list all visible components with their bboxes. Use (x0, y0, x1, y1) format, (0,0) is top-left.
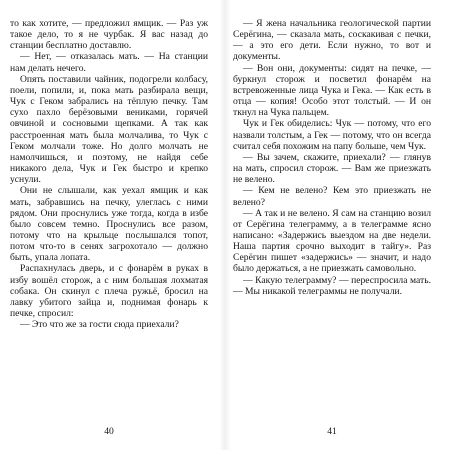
paragraph: — Я жена начальника геологической партии Серёгина, — сказала мать, соскакивая с печки, — а это его дети. Если нужно, то вот и документы. (233, 18, 431, 63)
paragraph: — А так и не велено. Я сам на станцию возил от Серёгина телеграмму, а в телеграмме ясно написано: «Задержись выездом на две недели. Наша партия срочно выходит в тайгу». Раз Серёгин пишет «задержись» — значит, и надо было держаться, а не приезжать самовольно. (233, 207, 431, 275)
paragraph: — Какую телеграмму? — переспросила мать. — Мы никакой телеграммы не получали. (233, 274, 431, 297)
paragraph: Чук и Гек обиделись: Чук — потому, что его назвали толстым, а Гек — потому, что он всегда считал себя похожим на папу больше, чем Чук. (233, 118, 431, 152)
page-number-left: 40 (104, 426, 114, 437)
paragraph: то как хотите, — предложил ямщик. — Раз уж такое дело, то я не чурбак. Я вас назад до станции бесплатно доставлю. (10, 18, 208, 52)
page-number-right: 41 (327, 426, 337, 437)
paragraph: — Кем не велено? Кем это приезжать не велено? (233, 185, 431, 208)
right-page (233, 18, 431, 297)
paragraph: Распахнулась дверь, и с фонарём в руках в избу вошёл сторож, а с ним большая лохматая собака. Он скинул с плеча ружьё, бросил на лавку убитого зайца и, поднимая фонарь к печке, спросил: (10, 263, 208, 320)
paragraph: — Это что же за гости сюда приехали? (20, 319, 179, 331)
paragraph: Они не слышали, как уехал ямщик и как мать, забравшись на печку, улеглась с ними рядом. Они проснулись уже тогда, когда в избе было совсем темно. Проснулись все разом, потому что на крыльце послышался топот, потом что-то в сенях загрохотало — должно быть, упала лопата. (10, 185, 208, 264)
paragraph: — Нет, — отказалась мать. — На станции нам делать нечего. (10, 51, 208, 74)
left-page (10, 18, 208, 330)
paragraph: — Вон они, документы: сидят на печке, — буркнул сторож и посветил фонарём на встревоженные лица Чука и Гека. — Как есть в отца — копия! Особо этот толстый. — И он ткнул на Чука пальцем. (233, 62, 431, 119)
book-gutter (219, 0, 231, 450)
paragraph: Опять поставили чайник, подогрели колбасу, поели, попили, и, пока мать разбирала вещи, Чук с Геком забрались на тёплую печку. Там сухо пахло берёзовыми вениками, горячей овчиной и сосновыми щепками. А так как расстроенная мать была молчалива, то Чук с Геком молчали тоже. Но долго молчать не намолчишься, и поэтому, не найдя себе никакого дела, Чук и Гек быстро и крепко уснули. (10, 73, 208, 186)
paragraph: — Вы зачем, скажите, приехали? — глянув на мать, спросил сторож. — Вам же приезжать не велено. (233, 151, 431, 186)
